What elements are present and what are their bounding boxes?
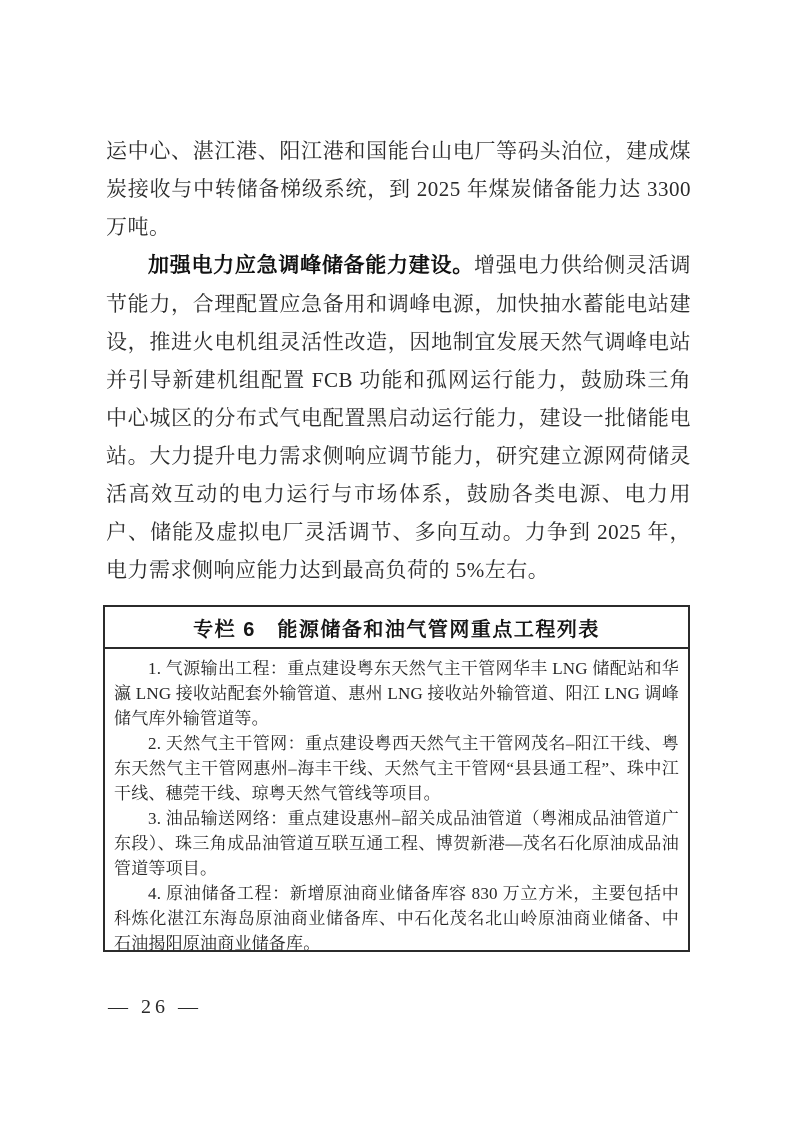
- box-item-crude-oil-reserve: 4. 原油储备工程：新增原油商业储备库容 830 万立方米，主要包括中科炼化湛江东海岛原油商业储备库、中石化茂名北山岭原油商业储备、中石油揭阳原油商业储备库。: [114, 884, 679, 953]
- paragraph-power-peak-reserve: [106, 246, 691, 589]
- column-box-title: 专栏 6 能源储备和油气管网重点工程列表: [193, 618, 600, 641]
- column-box-header: [105, 607, 688, 649]
- body-text-block: [106, 132, 691, 589]
- box-item-gas-trunk-network: 2. 天然气主干管网：重点建设粤西天然气主干管网茂名–阳江干线、粤东天然气主干管网惠州–海丰干线、天然气主干管网“县县通工程”、珠中江干线、穗莞干线、琼粤天然气管线等项目。: [114, 734, 679, 803]
- column-box-6: [103, 605, 690, 952]
- box-item-gas-source-output: 1. 气源输出工程：重点建设粤东天然气主干管网华丰 LNG 储配站和华瀛 LNG 接收站配套外输管道、惠州 LNG 接收站外输管道、阳江 LNG 调峰储气库外输管道等。: [114, 659, 679, 728]
- page-number: — 26 —: [108, 996, 202, 1018]
- paragraph-body-text: 增强电力供给侧灵活调节能力，合理配置应急备用和调峰电源，加快抽水蓄能电站建设，推进火电机组灵活性改造，因地制宜发展天然气调峰电站并引导新建机组配置 FCB 功能和孤网运行能力，鼓励珠三角中心城区的分布式气电配置黑启动运行能力，建设一批储能电站。大力提升电力需求侧响应调节能力，研究建立源网荷储灵活高效互动的电力运行与市场体系，鼓励各类电源、电力用户、储能及虚拟电厂灵活调节、多向互动。力争到 2025 年，电力需求侧响应能力达到最高负荷的 5%左右。: [106, 253, 691, 582]
- paragraph-coal-storage: 运中心、湛江港、阳江港和国能台山电厂等码头泊位，建成煤炭接收与中转储备梯级系统，到 2025 年煤炭储备能力达 3300 万吨。: [106, 139, 691, 239]
- paragraph-bold-lead: 加强电力应急调峰储备能力建设。: [148, 254, 474, 277]
- box-item-oil-transport-network: 3. 油品输送网络：重点建设惠州–韶关成品油管道（粤湘成品油管道广东段）、珠三角成品油管道互联互通工程、博贺新港—茂名石化原油成品油管道等项目。: [114, 809, 679, 878]
- column-box-body: [105, 649, 688, 962]
